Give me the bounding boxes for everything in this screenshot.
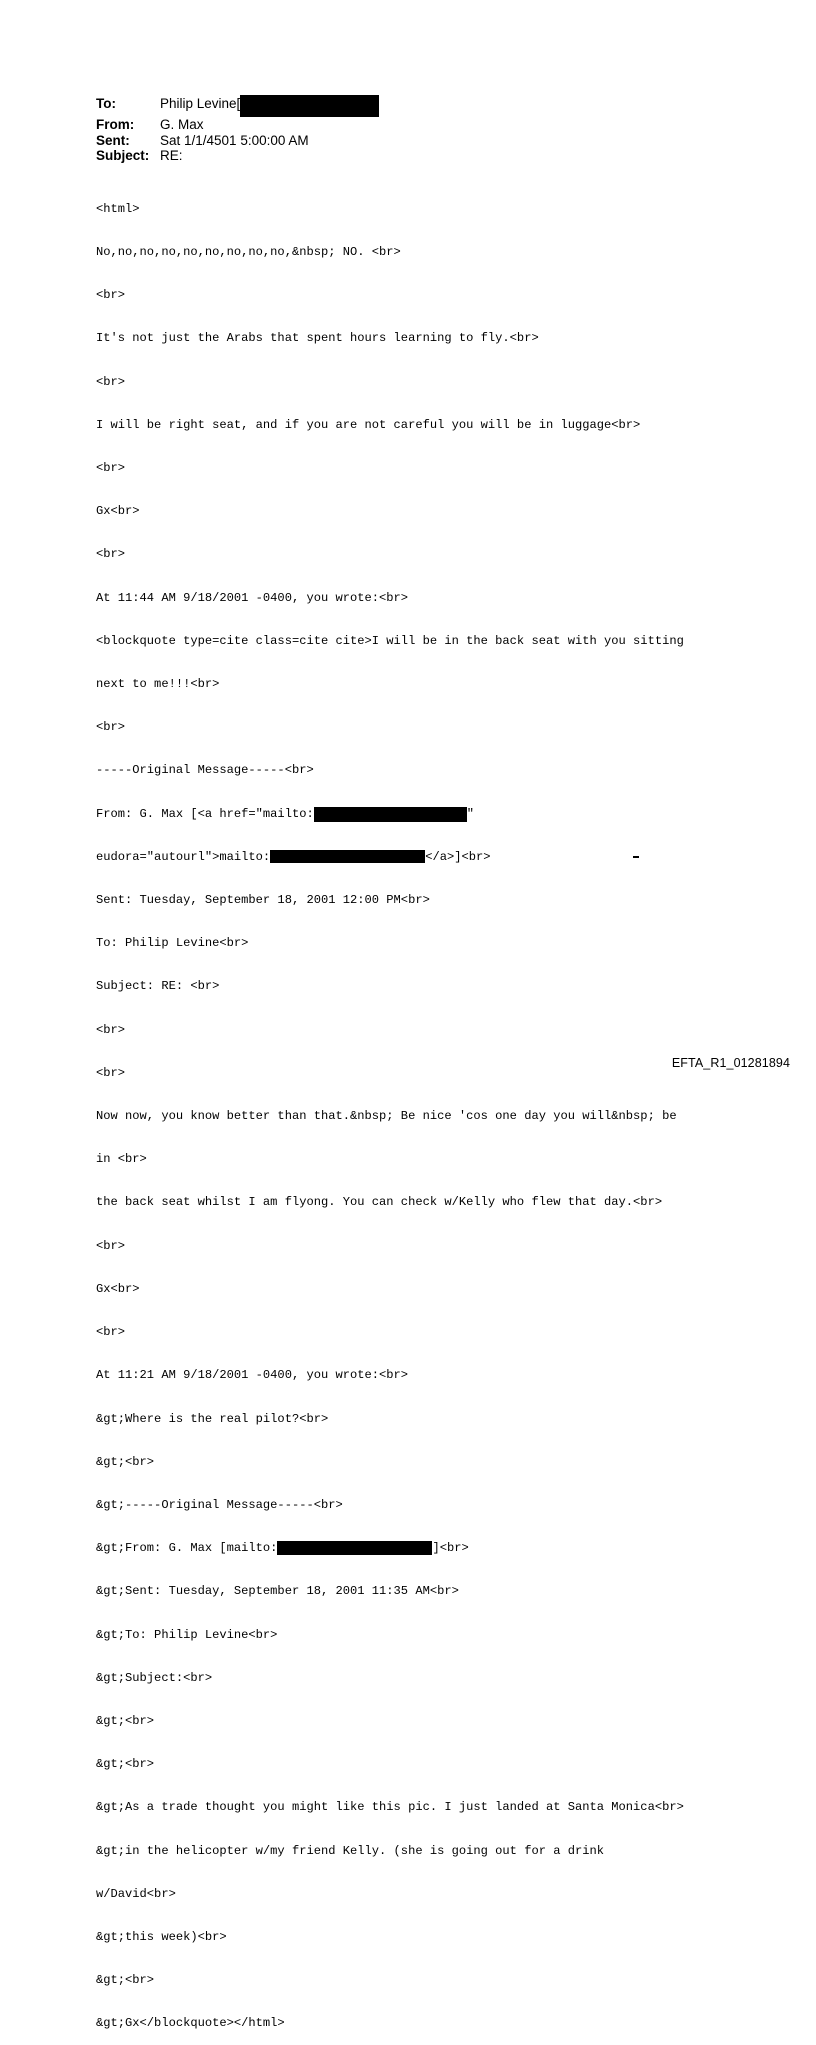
body-line: <br> (96, 547, 126, 562)
body-line (96, 850, 684, 864)
body-line: &gt;Where is the real pilot?<br> (96, 1411, 329, 1426)
body-line: I will be right seat, and if you are not careful you will be in luggage<br> (96, 417, 641, 432)
subject-value: RE: (160, 148, 183, 163)
redaction-box (277, 1541, 432, 1555)
body-line: -----Original Message-----<br> (96, 763, 314, 778)
body-line: &gt;To: Philip Levine<br> (96, 1627, 278, 1642)
to-name: Philip Levine[ (160, 96, 241, 111)
body-line: &gt;As a trade thought you might like this pic. I just landed at Santa Monica<br> (96, 1800, 684, 1815)
body-text: ]<br> (432, 1541, 469, 1556)
body-line: No,no,no,no,no,no,no,no,no,&nbsp; NO. <br> (96, 245, 401, 260)
to-row (96, 96, 379, 117)
stray-mark (633, 856, 639, 858)
body-line: <br> (96, 1238, 126, 1253)
body-line: &gt;Gx</blockquote></html> (96, 2016, 285, 2031)
email-header (96, 96, 379, 164)
body-line: w/David<br> (96, 1886, 176, 1901)
body-line: the back seat whilst I am flyong. You can check w/Kelly who flew that day.<br> (96, 1195, 663, 1210)
body-line: &gt;<br> (96, 1757, 155, 1772)
body-line: Gx<br> (96, 1281, 140, 1296)
body-line: next to me!!!<br> (96, 677, 220, 692)
body-line: To: Philip Levine<br> (96, 936, 249, 951)
body-line: At 11:21 AM 9/18/2001 -0400, you wrote:<br> (96, 1368, 409, 1383)
body-text: From: G. Max [<a href="mailto: (96, 806, 314, 821)
email-body (96, 173, 684, 2045)
body-line: &gt;<br> (96, 1454, 155, 1469)
body-line: Gx<br> (96, 504, 140, 519)
to-label: To: (96, 96, 116, 111)
body-line: &gt;this week)<br> (96, 1929, 227, 1944)
subject-label: Subject: (96, 148, 150, 163)
body-line (96, 807, 684, 821)
body-line: <br> (96, 461, 126, 476)
body-text: </a>]<br> (425, 849, 491, 864)
from-value: G. Max (160, 117, 204, 132)
body-line: <br> (96, 1325, 126, 1340)
body-line: It's not just the Arabs that spent hours learning to fly.<br> (96, 331, 539, 346)
from-row (96, 117, 379, 133)
bates-number: EFTA_R1_01281894 (671, 1056, 790, 1070)
subject-row (96, 148, 379, 164)
redaction-box (270, 850, 425, 863)
body-line: <html> (96, 201, 140, 216)
body-line: <br> (96, 288, 126, 303)
from-label: From: (96, 117, 135, 132)
body-text: &gt;From: G. Max [mailto: (96, 1541, 278, 1556)
to-value (160, 96, 379, 117)
sent-row (96, 133, 379, 149)
body-line (96, 1541, 684, 1555)
body-line: in <br> (96, 1152, 147, 1167)
body-line: <br> (96, 1065, 126, 1080)
body-line: &gt;<br> (96, 1713, 155, 1728)
body-text: eudora="autourl">mailto: (96, 849, 271, 864)
body-line: <br> (96, 1022, 126, 1037)
body-line: &gt;Sent: Tuesday, September 18, 2001 11:35 AM<br> (96, 1584, 459, 1599)
body-line: At 11:44 AM 9/18/2001 -0400, you wrote:<br> (96, 590, 409, 605)
body-line: Sent: Tuesday, September 18, 2001 12:00 PM<br> (96, 893, 430, 908)
sent-label: Sent: (96, 132, 130, 148)
body-text: " (466, 806, 474, 821)
body-line: &gt;in the helicopter w/my friend Kelly. (she is going out for a drink (96, 1843, 605, 1858)
body-line: &gt;<br> (96, 1973, 155, 1988)
body-line: <blockquote type=cite class=cite cite>I will be in the back seat with you sitting (96, 633, 684, 648)
body-line: Now now, you know better than that.&nbsp; Be nice 'cos one day you will&nbsp; be (96, 1109, 677, 1124)
body-line: <br> (96, 374, 126, 389)
body-line: Subject: RE: <br> (96, 979, 220, 994)
redaction-box (314, 807, 467, 822)
body-line: &gt;Subject:<br> (96, 1670, 213, 1685)
body-line: &gt;-----Original Message-----<br> (96, 1497, 343, 1512)
redaction-box (240, 95, 379, 117)
body-line: <br> (96, 720, 126, 735)
sent-value: Sat 1/1/4501 5:00:00 AM (160, 132, 309, 148)
